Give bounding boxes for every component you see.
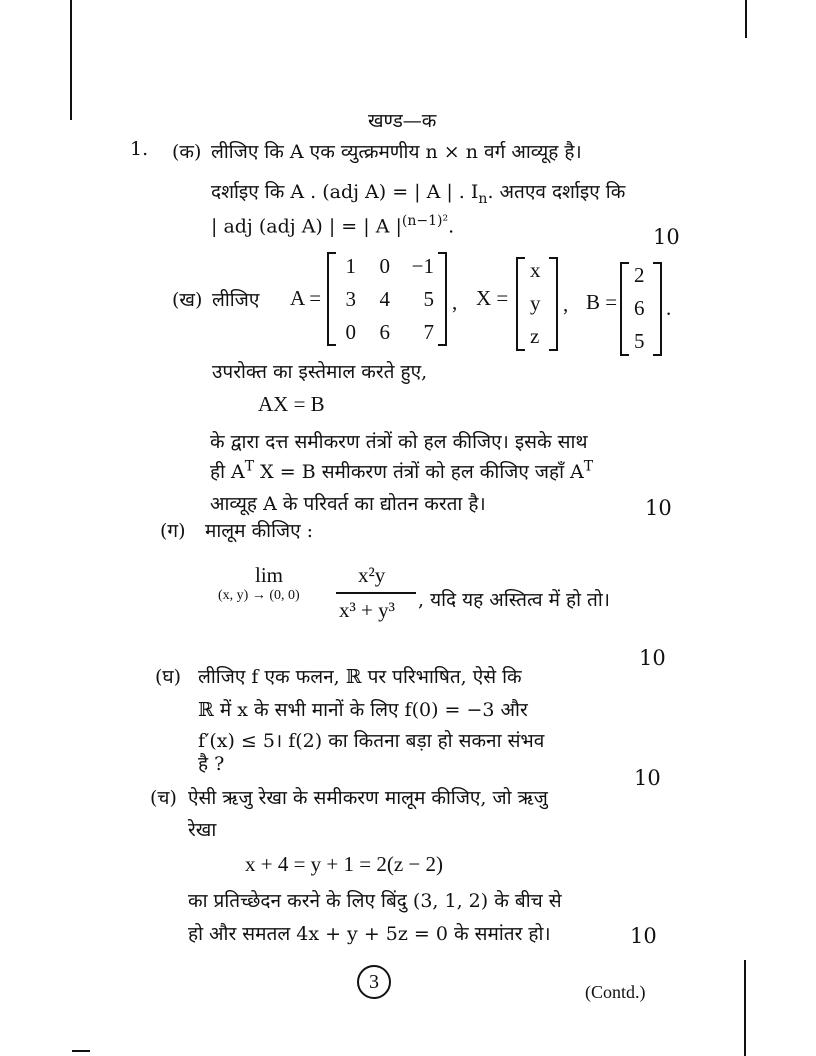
matrix-a-cell: 7: [423, 320, 434, 344]
bottom-left-mark: [72, 1050, 90, 1052]
part-kha-intro: लीजिए: [212, 289, 260, 311]
part-gha-label: (घ): [155, 666, 182, 688]
contd-label: (Contd.): [585, 982, 646, 1002]
matrix-a-label: A =: [290, 286, 322, 310]
part-ka-marks: 10: [653, 225, 680, 249]
section-title: खण्ड—क: [368, 110, 437, 132]
end-period: .: [666, 296, 672, 320]
question-number: 1.: [130, 138, 149, 160]
matrix-a-cell: 6: [379, 320, 390, 344]
separator: ,: [563, 292, 569, 316]
part-ga-label: (ग): [160, 520, 186, 542]
part-ka-line2: दर्शाइए कि A . (adj A) = | A | . $I_n$. अतएव दर्शाइए कि: [211, 181, 626, 207]
matrix-b-cell: 5: [634, 329, 645, 353]
part-gha-line1: लीजिए f एक फलन, ℝ पर परिभाषित, ऐसे कि: [198, 666, 522, 688]
fraction-denominator: x³ + y³: [339, 598, 395, 622]
page-number: 3: [357, 965, 391, 999]
fraction-bar: [336, 592, 416, 594]
part-kha-line-c: आव्यूह A के परिवर्त का द्योतन करता है।: [210, 493, 486, 515]
matrix-a-cell: 5: [423, 287, 434, 311]
right-margin-rule-top: [745, 0, 747, 38]
part-kha-line-b: ही $A^T$ X = B समीकरण तंत्रों को हल कीजिए जहाँ $A^T$: [210, 458, 594, 483]
part-kha-equation: AX = B: [258, 392, 325, 416]
matrix-b-label: B =: [586, 290, 618, 314]
matrix-a-cell: 1: [345, 254, 356, 278]
matrix-x-cell: z: [530, 324, 540, 348]
part-cha-equation: x + 4 = y + 1 = 2(z − 2): [245, 852, 444, 876]
left-margin-rule: [70, 0, 72, 120]
part-cha-marks: 10: [630, 924, 657, 948]
right-margin-rule-bottom: [744, 960, 746, 1056]
matrix-x-right-bracket: [549, 257, 558, 351]
part-cha-label: (च): [150, 787, 177, 809]
separator: ,: [452, 290, 458, 314]
part-ka-label: (क): [172, 141, 202, 163]
matrix-b-left-bracket: [620, 262, 629, 356]
part-gha-line4: है ?: [198, 753, 225, 775]
part-cha-line4: हो और समतल 4x + y + 5z = 0 के समांतर हो।: [188, 923, 551, 945]
part-kha-line-a: के द्वारा दत्त समीकरण तंत्रों को हल कीजिए। इसके साथ: [210, 431, 588, 453]
part-gha-line3: f′(x) ≤ 5। f(2) का कितना बड़ा हो सकना संभव: [198, 730, 545, 752]
matrix-a-cell: 4: [379, 287, 390, 311]
part-kha-label: (ख): [172, 289, 203, 311]
matrix-x-cell: y: [530, 291, 541, 315]
fraction-numerator: x²y: [358, 563, 386, 587]
part-ga-tail: , यदि यह अस्तित्व में हो तो।: [418, 589, 610, 611]
matrix-a-cell: 3: [345, 287, 356, 311]
part-ga-intro: मालूम कीजिए :: [205, 520, 314, 542]
matrix-a-cell: 0: [379, 254, 390, 278]
matrix-x-label: X =: [476, 286, 509, 310]
part-cha-line2: रेखा: [188, 819, 217, 841]
part-ka-line3: | adj (adj A) | = | A $|^{(n-1)^2}$.: [211, 213, 455, 238]
part-kha-marks: 10: [645, 496, 672, 520]
part-cha-line3: का प्रतिच्छेदन करने के लिए बिंदु (3, 1, 2) के बीच से: [188, 890, 562, 912]
matrix-x-cell: x: [530, 258, 541, 282]
part-ka-line1: लीजिए कि A एक व्युत्क्रमणीय n × n वर्ग आव्यूह है।: [211, 141, 582, 163]
matrix-a-cell: 0: [345, 320, 356, 344]
limit-lim: lim: [255, 563, 284, 587]
part-kha-use-line: उपरोक्त का इस्तेमाल करते हुए,: [212, 361, 428, 383]
matrix-x-left-bracket: [516, 257, 525, 351]
part-gha-marks: 10: [634, 766, 661, 790]
matrix-b-cell: 2: [634, 263, 645, 287]
matrix-a-right-bracket: [438, 252, 447, 346]
part-cha-line1: ऐसी ऋजु रेखा के समीकरण मालूम कीजिए, जो ऋजु: [188, 787, 548, 809]
matrix-b-cell: 6: [634, 296, 645, 320]
part-gha-line2: ℝ में x के सभी मानों के लिए f(0) = −3 और: [198, 699, 528, 721]
matrix-a-cell: −1: [411, 254, 434, 278]
matrix-b-right-bracket: [653, 262, 662, 356]
part-ga-marks: 10: [639, 646, 666, 670]
limit-subscript: (x, y) → (0, 0): [218, 588, 300, 603]
